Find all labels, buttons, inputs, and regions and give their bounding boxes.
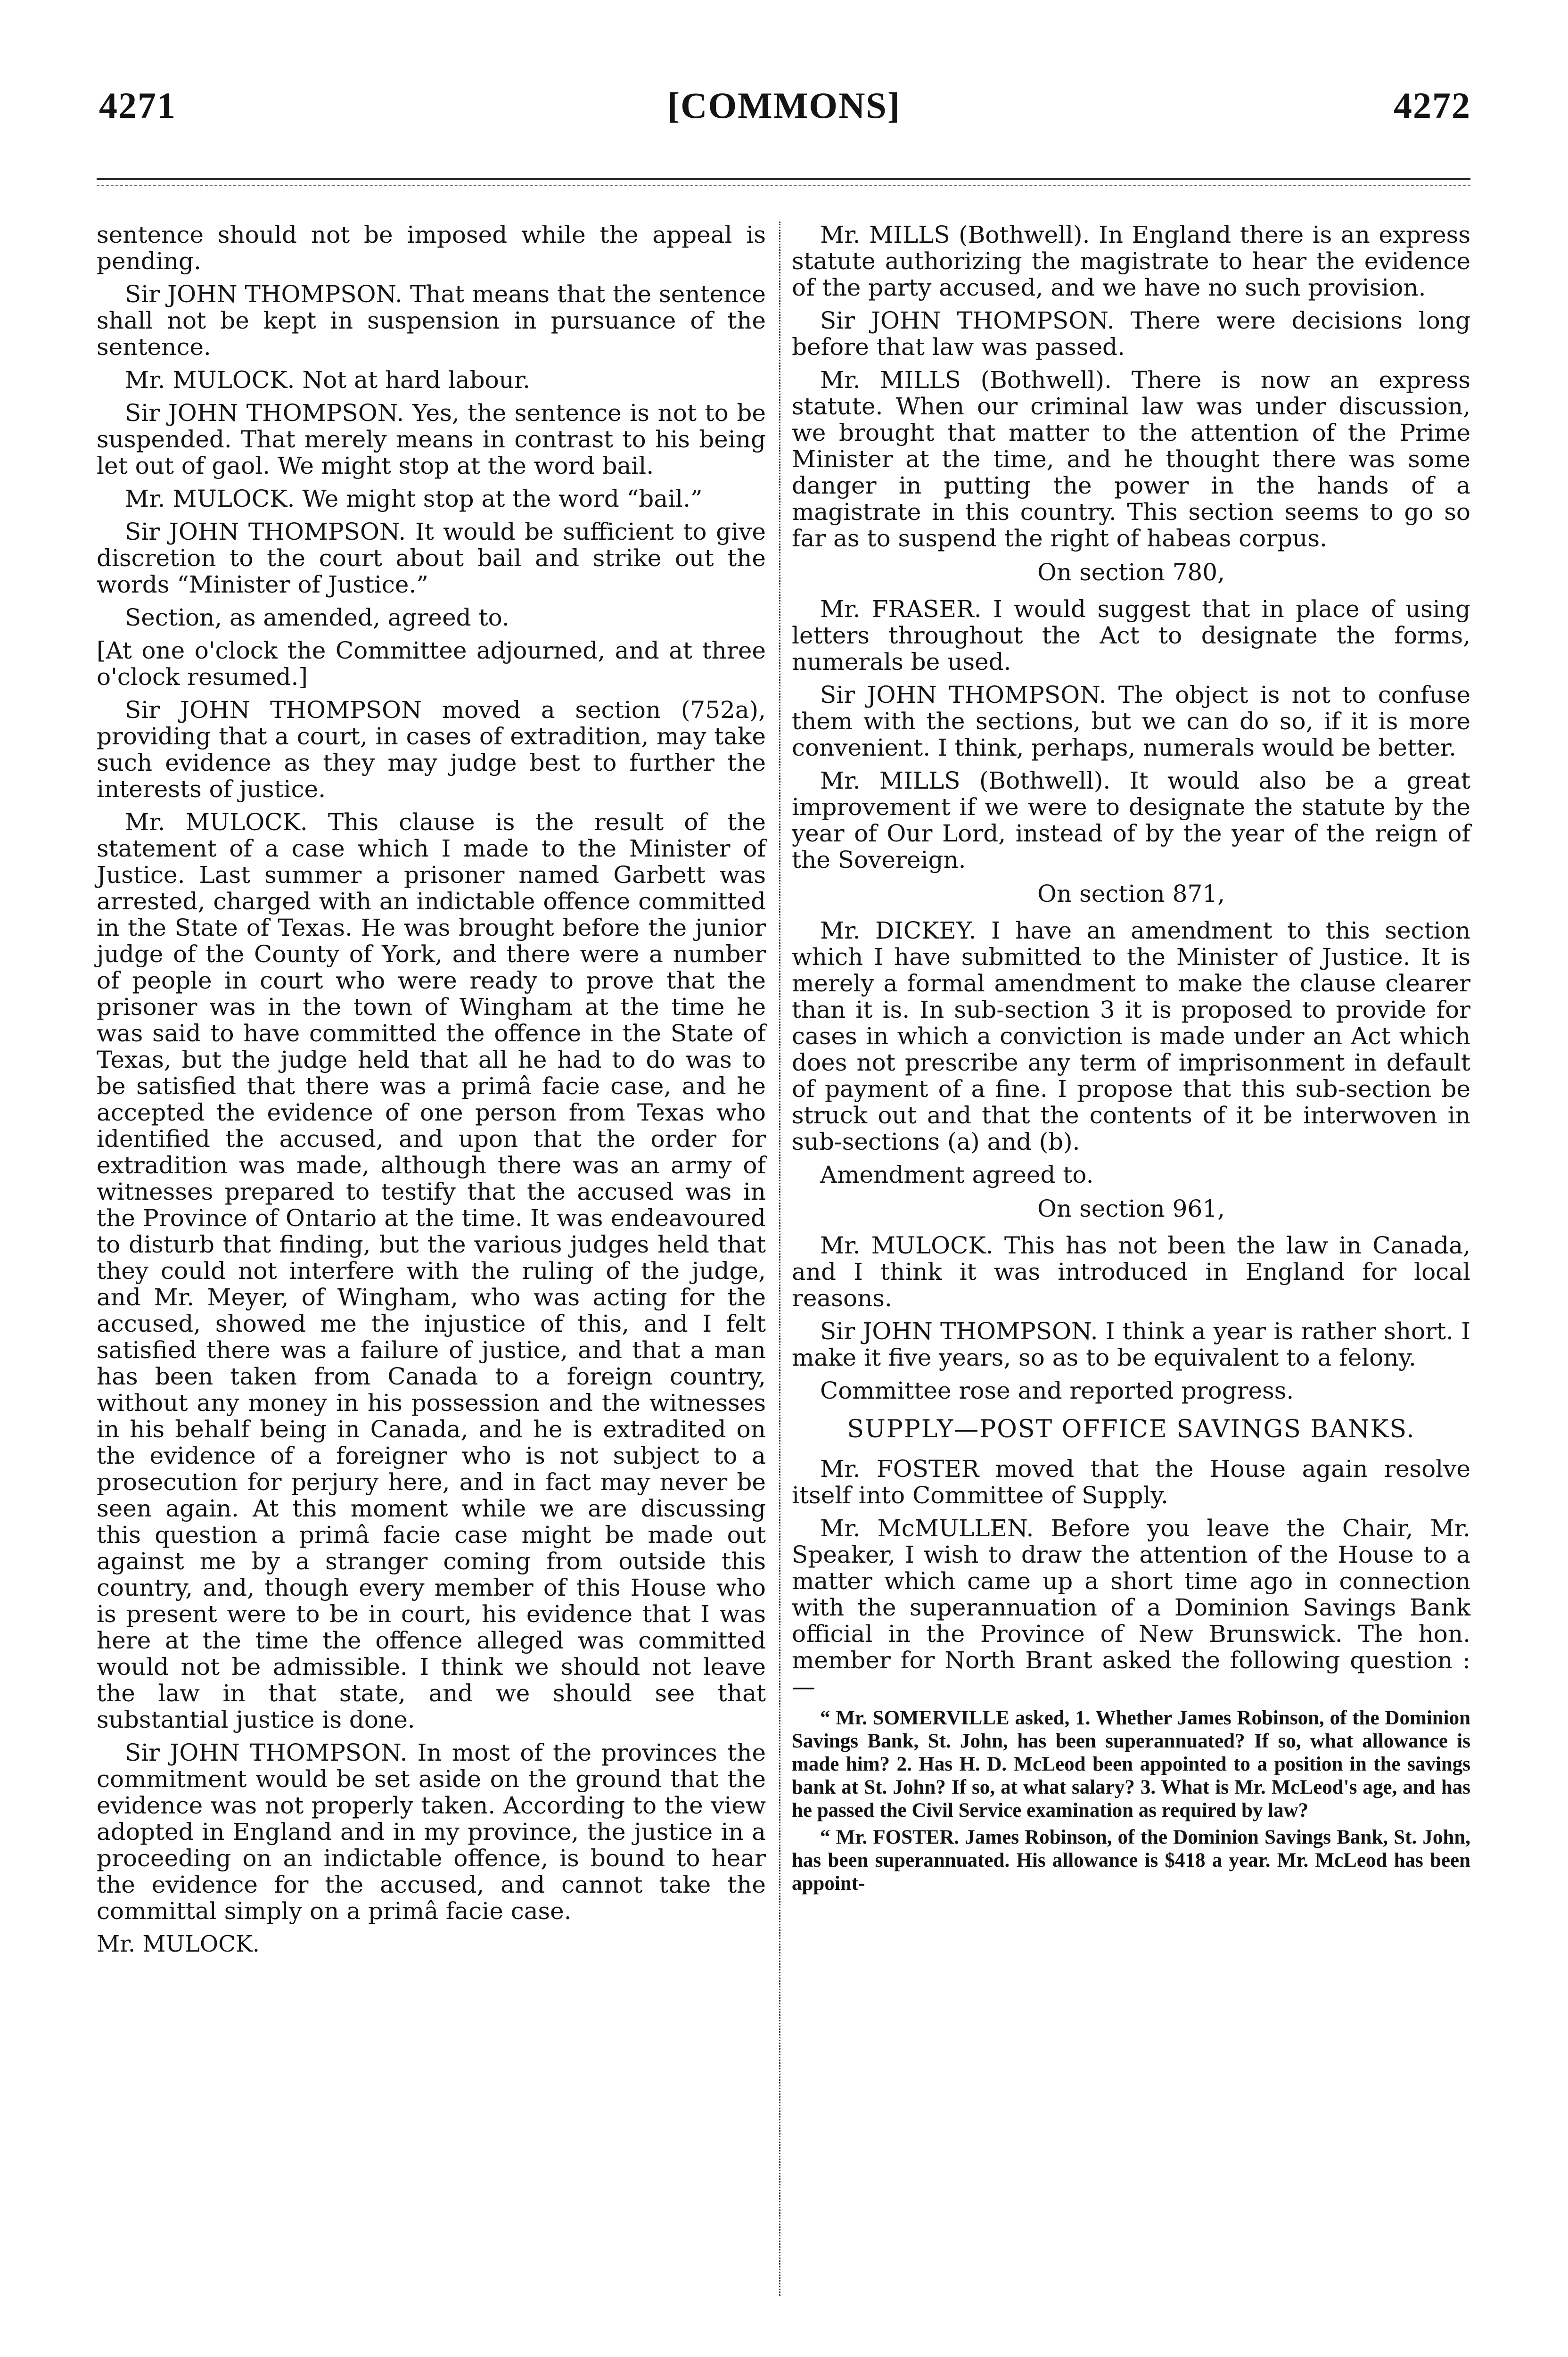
paragraph: Sir JOHN THOMPSON. Yes, the sentence is not to be suspended. That merely means in contrast to his being let out of gaol. We might stop at the word bail. (97, 399, 766, 479)
left-column (97, 222, 766, 1964)
paragraph: Sir JOHN THOMPSON. There were decisions long before that law was passed. (792, 307, 1470, 361)
section-marker: On section 871, (1037, 880, 1225, 907)
signature-line: Mr. MULOCK. (97, 1931, 260, 1957)
paragraph: Section, as amended, agreed to. (125, 604, 509, 631)
paragraph-bracketed: [At one o'clock the Committee adjourned, and at three o'clock resumed.] (97, 637, 766, 691)
paragraph: Mr. FOSTER moved that the House again resolve itself into Committee of Supply. (792, 1455, 1470, 1509)
paragraph: Amendment agreed to. (820, 1161, 1094, 1188)
paragraph: Sir JOHN THOMPSON. The object is not to confuse them with the sections, but we can do so, if it is more convenient. I think, perhaps, numerals would be better. (792, 681, 1470, 761)
paragraph: Mr. MULOCK. This has not been the law in Canada, and I think it was introduced in England for local reasons. (792, 1232, 1470, 1312)
page-header (0, 0, 1568, 151)
paragraph: sentence should not be imposed while the appeal is pending. (97, 221, 766, 275)
paragraph: Sir JOHN THOMPSON. In most of the provinces the commitment would be set aside on the ground that the evidence was not properly taken. According to the view adopted in England and in my province, the justice in a proceeding on an indictable offence, is bound to hear the evidence for the accused, and cannot take the committal simply on a primâ facie case. (97, 1739, 766, 1925)
section-marker: On section 780, (1037, 559, 1225, 586)
right-column (792, 222, 1470, 1899)
column-divider (779, 222, 780, 2296)
paragraph: Mr. MULOCK. We might stop at the word “bail.” (125, 485, 703, 512)
page-title: [COMMONS] (667, 85, 901, 126)
paragraph: Mr. FRASER. I would suggest that in place of using letters throughout the Act to designate the forms, numerals be used. (792, 595, 1470, 676)
paragraph: Mr. MILLS (Bothwell). There is now an express statute. When our criminal law was under discussion, we brought that matter to the attention of the Prime Minister at the time, and he thought there was some danger in putting the power in the hands of a magistrate in this country. This section seems to go so far as to suspend the right of habeas corpus. (792, 366, 1470, 552)
paragraph: Mr. McMULLEN. Before you leave the Chair, Mr. Speaker, I wish to draw the attention of the House to a matter which came up a short time ago in connection with the superannuation of a Dominion Savings Bank official in the Province of New Brunswick. The hon. member for North Brant asked the following question :— (792, 1515, 1470, 1700)
paragraph: Mr. MULOCK. Not at hard labour. (125, 366, 531, 394)
left-page-number: 4271 (99, 85, 176, 126)
paragraph: Sir JOHN THOMPSON. That means that the sentence shall not be kept in suspension in pursuance of the sentence. (97, 280, 766, 361)
right-page-number: 4272 (1394, 85, 1471, 126)
paragraph: Mr. MILLS (Bothwell). In England there is an express statute authorizing the magistrate to hear the evidence of the party accused, and we have no such provision. (792, 221, 1470, 301)
quoted-answer: “ Mr. FOSTER. James Robinson, of the Dominion Savings Bank, St. John, has been superannuated. His allowance is $418 a year. Mr. McLeod has been appoint- (792, 1826, 1470, 1895)
paragraph: Mr. MULOCK. This clause is the result of the statement of a case which I made to the Minister of Justice. Last summer a prisoner named Garbett was arrested, charged with an indictable offence committed in the State of Texas. He was brought before the junior judge of the County of York, and there were a number of people in court who were ready to prove that the prisoner was in the town of Wingham at the time he was said to have committed the offence in the State of Texas, but the judge held that all he had to do was to be satisfied that there was a primâ facie case, and he accepted the evidence of one person from Texas who identified the accused, and upon that the order for extradition was made, although there was an army of witnesses prepared to testify that the accused was in the Province of Ontario at the time. It was endeavoured to disturb that finding, but the various judges held that they could not interfere with the ruling of the judge, and Mr. Meyer, of Wingham, who was acting for the accused, showed me the injustice of this, and I felt satisfied there was a failure of justice, and that a man has been taken from Canada to a foreign country, without any money in his possession and the witnesses in his behalf being in Canada, and he is extradited on the evidence of a foreigner who is not subject to a prosecution for perjury here, and in fact may never be seen again. At this moment while we are discussing this question a primâ facie case might be made out against me by a stranger coming from outside this country, and, though every member of this House who is present were to be in court, his evidence that I was here at the time the offence alleged was committed would not be admissible. I think we should not leave the law in that state, and we should see that substantial justice is done. (97, 808, 766, 1733)
paragraph: Committee rose and reported progress. (820, 1377, 1294, 1404)
section-heading: SUPPLY—POST OFFICE SAVINGS BANKS. (847, 1415, 1415, 1443)
section-marker: On section 961, (1037, 1195, 1225, 1222)
paragraph: Sir JOHN THOMPSON. It would be sufficient to give discretion to the court about bail and strike out the words “Minister of Justice.” (97, 518, 766, 598)
paragraph: Mr. DICKEY. I have an amendment to this section which I have submitted to the Minister of Justice. It is merely a formal amendment to make the clause clearer than it is. In sub-section 3 it is proposed to provide for cases in which a conviction is made under an Act which does not prescribe any term of imprisonment in default of payment of a fine. I propose that this sub-section be struck out and that the contents of it be interwoven in sub-sections (a) and (b). (792, 917, 1470, 1155)
paragraph: Mr. MILLS (Bothwell). It would also be a great improvement if we were to designate the statute by the year of Our Lord, instead of by the year of the reign of the Sovereign. (792, 767, 1470, 874)
header-rule (97, 178, 1470, 180)
header-rule-dashed (97, 185, 1470, 186)
quoted-question: “ Mr. SOMERVILLE asked, 1. Whether James Robinson, of the Dominion Savings Bank, St. John, has been superannuated? If so, what allowance is made him? 2. Has H. D. McLeod been appointed to a position in the savings bank at St. John? If so, at what salary? 3. What is Mr. McLeod's age, and has he passed the Civil Service examination as required by law? (792, 1707, 1470, 1821)
paragraph: Sir JOHN THOMPSON moved a section (752a), providing that a court, in cases of extradition, may take such evidence as they may judge best to further the interests of justice. (97, 696, 766, 803)
paragraph: Sir JOHN THOMPSON. I think a year is rather short. I make it five years, so as to be equivalent to a felony. (792, 1318, 1470, 1371)
